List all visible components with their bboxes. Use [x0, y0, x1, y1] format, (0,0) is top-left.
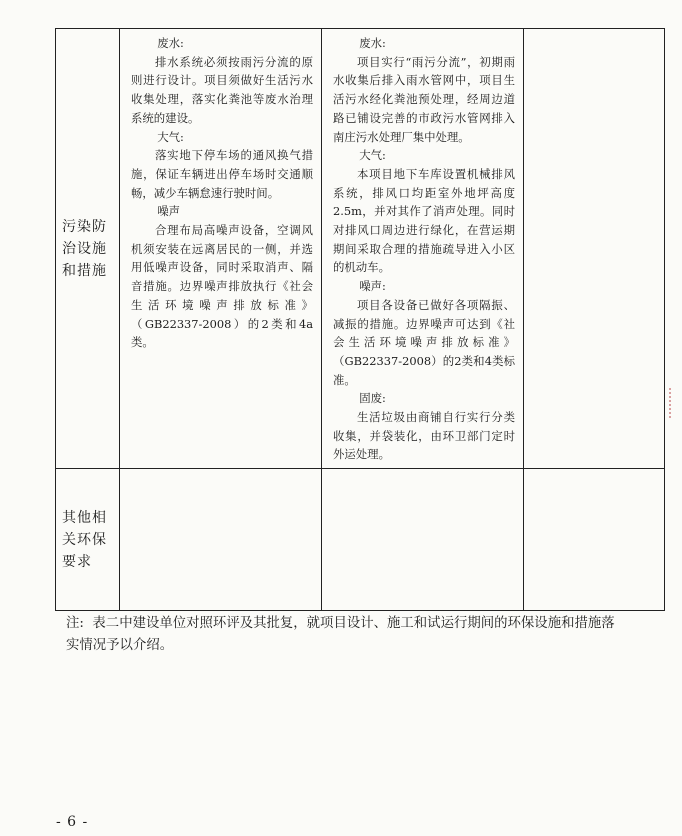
section-paragraph: 生活垃圾由商铺自行实行分类收集，并袋装化，由环卫部门定时外运处理。 [333, 410, 515, 462]
section-heading: 废水: [157, 36, 184, 50]
section-heading: 噪声: [359, 279, 386, 294]
section-paragraph: 项目各设备已做好各项隔振、减振的措施。边界噪声可达到《社会生活环境噪声排放标准》（GB22337-2008）的2类和4类标准。 [333, 297, 515, 387]
other-requirements-cell-b [322, 469, 524, 611]
other-label-line-2: 关环保 [62, 531, 107, 548]
section-paragraph: 合理布局高噪声设备，空调风机须安装在远离居民的一侧，并选用低噪声设备，同时采取消声、隔音措施。边界噪声排放执行《社会生活环境噪声排放标准》（GB22337-2008）的2类和4a类。 [131, 223, 313, 350]
pollution-measures-row [56, 29, 665, 469]
eia-requirements-cell [120, 29, 322, 469]
section-heading: 噪声 [157, 204, 181, 219]
section-paragraph: 排水系统必须按雨污分流的原则进行设计。项目须做好生活污水收集处理，落实化粪池等废水治理系统的建设。 [131, 54, 313, 125]
implementation-status-cell [322, 29, 524, 469]
pollution-measures-label-cell [56, 29, 120, 469]
note-text: 表二中建设单位对照环评及其批复，就项目设计、施工和试运行期间的环保设施和措施落实情况予以介绍。 [66, 616, 615, 653]
section-heading: 固废: [359, 391, 386, 406]
section-paragraph: 本项目地下车库设置机械排风系统，排风口均距室外地坪高度2.5m，并对其作了消声处理。同时对排风口周边进行绿化，在营运期期间采取合理的措施疏导进入小区的机动车。 [333, 166, 515, 275]
implementation-status-text [322, 29, 523, 464]
section-heading: 大气: [359, 148, 386, 163]
edge-stamp-mark [669, 388, 676, 418]
note-label: 注: [66, 616, 84, 631]
pollution-label-line-3: 和措施 [62, 262, 107, 279]
section-heading: 大气: [157, 129, 184, 144]
remarks-cell [524, 29, 665, 469]
page-number: - 6 - [56, 814, 89, 830]
table-note [66, 613, 626, 657]
other-label-line-3: 要求 [62, 553, 92, 570]
pollution-label-line-1: 污染防 [62, 218, 107, 235]
other-requirements-cell-a [120, 469, 322, 611]
other-requirements-label-cell [56, 469, 120, 611]
pollution-label-line-2: 治设施 [62, 240, 107, 257]
section-heading: 废水: [359, 36, 386, 50]
eia-requirements-text [120, 29, 321, 352]
section-paragraph: 落实地下停车场的通风换气措施，保证车辆进出停车场时交通顺畅，减少车辆怠速行驶时间。 [131, 148, 313, 200]
other-label-line-1: 其他相 [62, 509, 107, 526]
environmental-measures-table [55, 28, 665, 611]
section-paragraph: 项目实行“雨污分流”，初期雨水收集后排入雨水管网中，项目生活污水经化粪池预处理，经周边道路已铺设完善的市政污水管网排入南庄污水处理厂集中处理。 [333, 54, 515, 144]
other-requirements-row [56, 469, 665, 611]
other-requirements-cell-c [524, 469, 665, 611]
